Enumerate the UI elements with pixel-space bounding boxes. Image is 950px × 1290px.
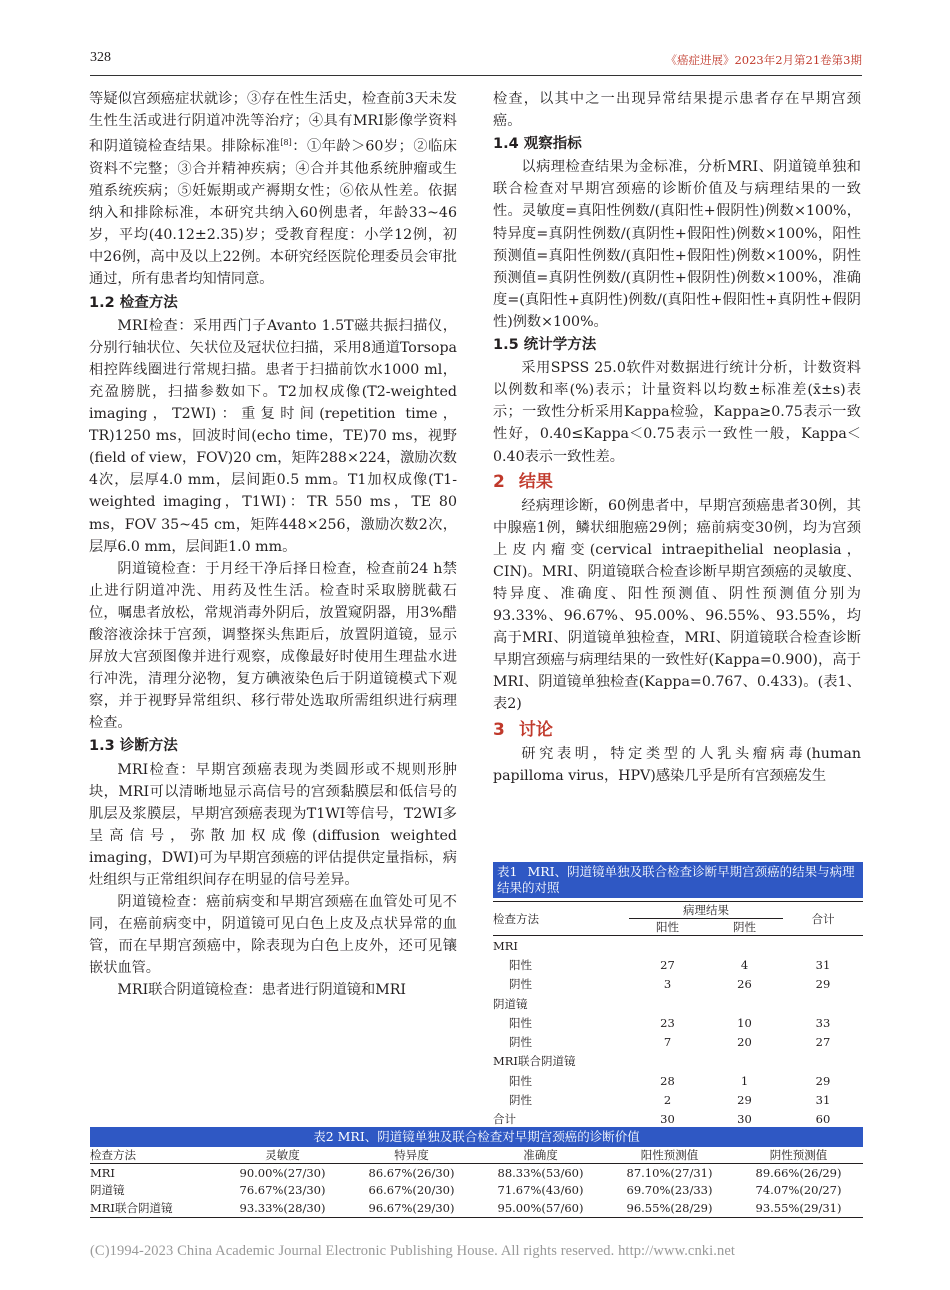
table-cell: 86.67%(26/30) [368,1165,455,1180]
table-cell: 3 [663,977,672,992]
table-row [493,1052,863,1071]
header-rule [90,75,862,76]
table-1-title: 表1 MRI、阴道镜单独及联合检查诊断早期宫颈癌的结果与病理结果的对照 [493,862,863,898]
table-row [493,1071,863,1090]
table-cell: 阳性 [509,1015,532,1030]
table-cell: MRI联合阴道镜 [90,1199,218,1217]
table-cell: 31 [815,957,831,972]
page-number: 328 [90,50,111,65]
column-header: 特异度 [347,1147,476,1164]
table-row [493,975,863,994]
table-row [493,1032,863,1051]
column-header: 阴性预测值 [734,1147,863,1164]
table-cell: 28 [660,1073,675,1088]
table-cell: 2 [663,1093,672,1108]
table-cell: 90.00%(27/30) [239,1165,326,1180]
right-column [493,88,861,787]
table-cell: 阴性 [509,977,532,992]
table-cell: 阴性 [509,1093,532,1108]
table-cell: 26 [737,977,752,992]
table-2-title: 表2 MRI、阴道镜单独及联合检查对早期宫颈癌的诊断价值 [90,1127,863,1147]
table-row [493,936,863,956]
table-cell: 27 [660,957,675,972]
table-1-grid [493,901,863,1130]
table-cell: MRI联合阴道镜 [493,1054,576,1069]
paragraph: 研究表明，特定类型的人乳头瘤病毒(human papilloma virus，HPV)感染几乎是所有宫颈癌发生 [493,745,861,784]
table-cell [629,936,706,956]
table-cell [783,994,863,1013]
column-header: 病理结果 [629,902,783,919]
column-header: 合计 [783,902,863,936]
copyright-footer: (C)1994-2023 China Academic Journal Electronic Publishing House. All rights reserved. http://www.cnki.net [90,1243,736,1259]
section-heading-1-5: 1.5 统计学方法 [493,337,597,354]
paragraph: 以病理检查结果为金标准，分析MRI、阴道镜单独和联合检查对早期宫颈癌的诊断价值及与病理结果的一致性。灵敏度=真阳性例数/(真阳性+假阴性)例数×100%，特异度=真阴性例数/(真阴性+假阳性)例数×100%，阳性预测值=真阳性例数/(真阳性+假阳性)例数×100%，阴性预测值=真阴性例数/(真阴性+假阴性)例数×100%，准确度=(真阳性+真阴性)例数/(真阳性+假阳性+真阴性+假阴性)例数×100%。 [493,159,861,330]
table-cell: 95.00%(57/60) [476,1199,605,1217]
table-cell: 23 [660,1015,675,1030]
table-row [493,955,863,974]
column-header: 准确度 [476,1147,605,1164]
paragraph: 经病理诊断，60例患者中，早期宫颈癌患者30例，其中腺癌1例，鳞状细胞癌29例；癌前病变30例，均为宫颈上皮内瘤变(cervical intraepithelial neoplasia，CIN)。MRI、阴道镜联合检查诊断早期宫颈癌的灵敏度、特异度、准确度、阳性预测值、阴性预测值分别为93.33%、96.67%、95.00%、96.55%、93.55%，均高于MRI、阴道镜单独检查，MRI、阴道镜联合检查诊断早期宫颈癌与病理结果的一致性好(Kappa=0.900)，高于MRI、阴道镜单独检查(Kappa=0.767、0.433)。(表1、表2) [493,497,861,713]
table-cell: 30 [706,1110,783,1130]
table-cell: 30 [629,1110,706,1130]
page-header [90,50,862,72]
column-header: 检查方法 [493,902,629,936]
section-heading-1-2: 1.2 检查方法 [89,294,178,311]
table-cell: 7 [663,1035,672,1050]
section-heading-1-4: 1.4 观察指标 [493,136,582,153]
table-cell [629,994,706,1013]
table-cell: 阳性 [509,957,532,972]
table-row [90,1199,863,1217]
table-cell: MRI [493,938,518,953]
table-row [90,1182,863,1200]
table-cell: 88.33%(53/60) [497,1165,584,1180]
journal-citation: 《癌症进展》2023年2月第21卷第3期 [665,53,862,67]
table-cell: MRI [90,1165,115,1180]
table-cell [706,936,783,956]
paragraph: 阴道镜检查：癌前病变和早期宫颈癌在血管处可见不同，在癌前病变中，阴道镜可见白色上皮及点状异常的血管，而在早期宫颈癌中，除表现为白色上皮外，还可见镶嵌状血管。 [89,894,457,977]
reference-mark[interactable]: [8] [280,138,292,148]
column-header: 灵敏度 [218,1147,347,1164]
table-cell: 合计 [493,1110,629,1130]
column-header: 阳性预测值 [605,1147,734,1164]
table-cell [783,1052,863,1071]
table-cell: 29 [815,1073,831,1088]
table-2 [90,1127,863,1218]
table-cell: 阳性 [509,1073,532,1088]
paragraph: MRI联合阴道镜检查：患者进行阴道镜和MRI [117,982,407,999]
paragraph: 采用SPSS 25.0软件对数据进行统计分析，计数资料以例数和率(%)表示；计量资料以均数±标准差(x̄±s)表示；一致性分析采用Kappa检验，Kappa≥0.75表示一致性好，0.40≤Kappa＜0.75表示一致性一般，Kappa＜0.40表示一致性差。 [493,360,861,465]
table-cell: 27 [815,1035,831,1050]
table-cell [706,1052,783,1071]
table-cell [783,936,863,956]
table-row [493,1090,863,1109]
table-cell: 96.67%(29/30) [347,1199,476,1217]
paragraph: MRI检查：早期宫颈癌表现为类圆形或不规则形肿块，MRI可以清晰地显示高信号的宫颈黏膜层和低信号的肌层及浆膜层，早期宫颈癌表现为T1WI等信号，T2WI多呈高信号，弥散加权成像(diffusion weighted imaging，DWI)可为早期宫颈癌的评估提供定量指标，病灶组织与正常组织间存在明显的信号差异。 [89,761,457,889]
table-cell: 66.67%(20/30) [368,1183,455,1198]
paragraph: 阴道镜检查：于月经干净后择日检查，检查前24 h禁止进行阴道冲洗、用药及性生活。检查时采取膀胱截石位，嘱患者放松，常规消毒外阴后，放置窥阴器，用3%醋酸溶液涂抹于宫颈，调整探头焦距后，放置阴道镜，显示屏放大宫颈图像并进行观察，成像最好时使用生理盐水进行冲洗，清理分泌物，复方碘液染色后于阴道镜模式下观察，并于视野异常组织、移行带处选取所需组织进行病理检查。 [89,560,457,732]
table-cell: 96.55%(28/29) [605,1199,734,1217]
table-cell: 阴性 [509,1035,532,1050]
table-cell: 87.10%(27/31) [626,1165,713,1180]
table-cell [629,1052,706,1071]
table-row [493,1013,863,1032]
column-header: 检查方法 [90,1147,218,1164]
table-cell: 93.55%(29/31) [734,1199,863,1217]
table-cell: 29 [737,1093,752,1108]
table-cell: 29 [815,977,831,992]
left-column [89,88,457,1002]
table-cell: 阴道镜 [493,996,528,1011]
paragraph: 等疑似宫颈癌症状就诊；③存在性生活史，检查前3天未发生性生活或进行阴道冲洗等治疗；④具有MRI影像学资料和阴道镜检查结果。排除标准[8]：①年龄＞60岁；②临床资料不完整；③合并精神疾病；④合并其他系统肿瘤或生殖系统疾病；⑤妊娠期或产褥期女性；⑥依从性差。依据纳入和排除标准，本研究共纳入60例患者，年龄33~46岁，平均(40.12±2.35)岁；受教育程度：小学12例，初中26例，高中及以上22例。本研究经医院伦理委员会审批通过，所有患者均知情同意。 [89,91,457,288]
table-cell: 33 [815,1015,831,1030]
table-cell: 74.07%(20/27) [755,1183,842,1198]
paragraph: MRI检查：采用西门子Avanto 1.5T磁共振扫描仪，分别行轴状位、矢状位及冠状位扫描，采用8通道Torsopa相控阵线圈进行常规扫描。患者于扫描前饮水1000 ml，充盈膀胱，扫描参数如下。T2加权成像(T2-weighted imaging，T2WI)：重复时间(repetition time，TR)1250 ms，回波时间(echo time，TE)70 ms，视野(field of view，FOV)20 cm，矩阵288×224，激励次数4次，层厚4.0 mm，层间距0.5 mm。T1加权成像(T1-weighted imaging，T1WI)：TR 550 ms，TE 80 ms，FOV 35~45 cm，矩阵448×256，激励次数2次，层厚6.0 mm，层间距1.0 mm。 [89,317,457,555]
table-cell: 20 [737,1035,752,1050]
column-header: 阴性 [733,920,756,934]
table-cell: 10 [737,1015,752,1030]
paragraph: 检查，以其中之一出现异常结果提示患者存在早期宫颈癌。 [493,91,861,130]
table-cell: 31 [815,1093,831,1108]
table-cell: 60 [783,1110,863,1130]
section-heading-discussion: 3 讨论 [493,719,553,740]
section-heading-1-3: 1.3 诊断方法 [89,738,178,755]
table-cell [706,994,783,1013]
table-cell: 1 [740,1073,749,1088]
table-row [90,1164,863,1182]
table-cell: 71.67%(43/60) [497,1183,584,1198]
section-heading-results: 2 结果 [493,471,553,492]
table-cell: 76.67%(23/30) [239,1183,326,1198]
table-1 [493,862,863,1130]
table-cell: 69.70%(23/33) [626,1183,713,1198]
table-row [493,994,863,1013]
table-cell: 93.33%(28/30) [218,1199,347,1217]
table-cell: 4 [740,957,749,972]
table-2-grid [90,1147,863,1218]
table-cell: 89.66%(26/29) [755,1165,842,1180]
table-cell: 阴道镜 [90,1183,125,1198]
column-header: 阳性 [656,920,679,934]
